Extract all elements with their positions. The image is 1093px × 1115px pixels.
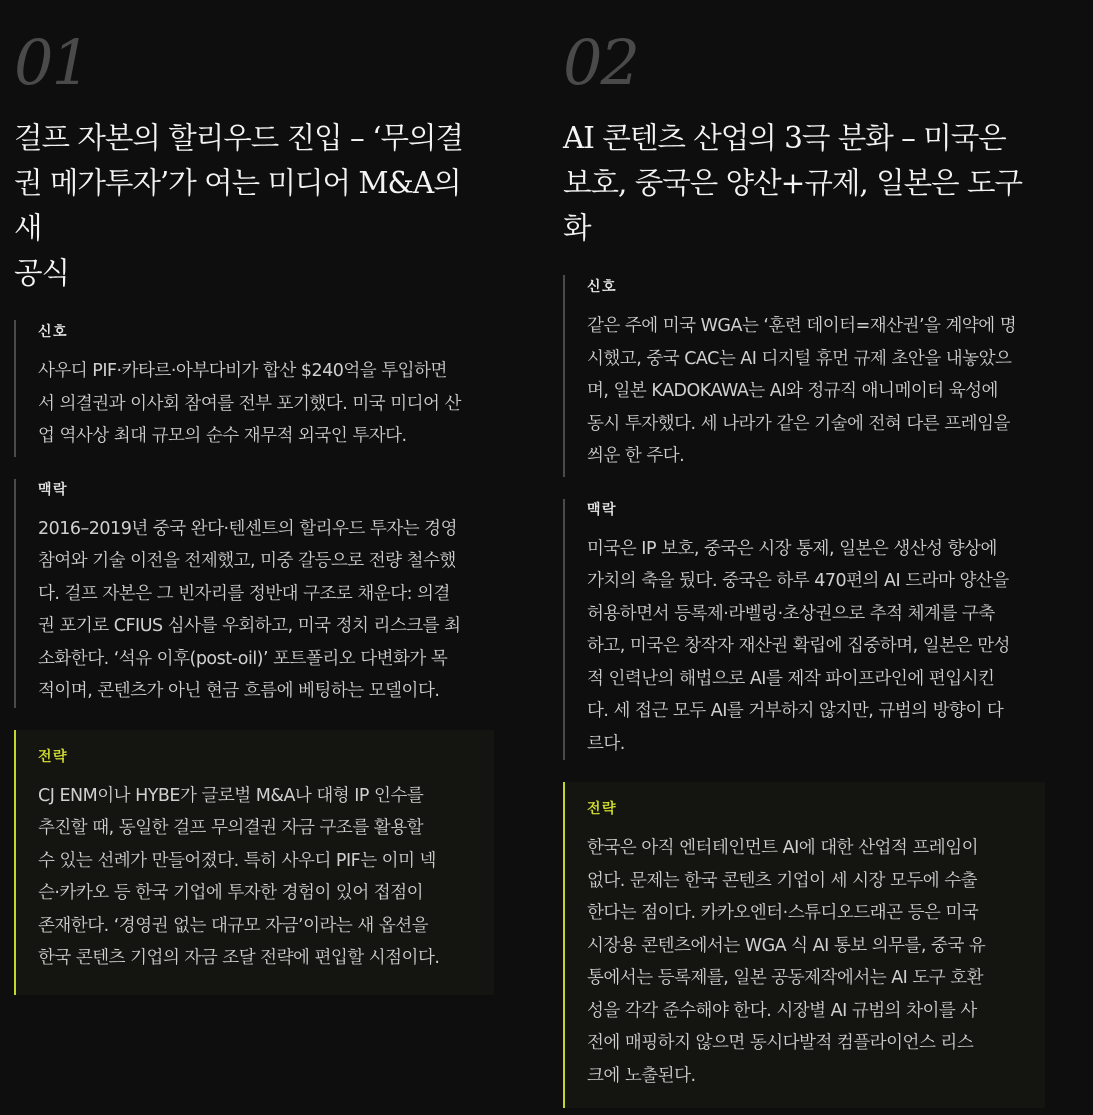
text-line: 다. 세 접근 모두 AI를 거부하지 않지만, 규범의 방향이 다 <box>587 701 1004 721</box>
text-line: CJ ENM이나 HYBE가 글로벌 M&A나 대형 IP 인수를 <box>38 785 424 806</box>
text-line: 2016–2019년 중국 완다·텐센트의 할리우드 투자는 경영 <box>38 518 457 539</box>
text-line: 슨·카카오 등 한국 기업에 투자한 경험이 있어 접점이 <box>38 883 424 903</box>
strategy-text <box>587 832 1031 1092</box>
text-line: 없다. 문제는 한국 콘텐츠 기업이 세 시장 모두에 수출 <box>587 870 978 891</box>
text-line: 허용하면서 등록제·라벨링·초상권으로 추적 체계를 구축 <box>587 603 995 624</box>
item-number: 01 <box>14 26 89 99</box>
context-text <box>587 533 1045 761</box>
signal-text <box>587 310 1045 473</box>
article-column-01 <box>14 0 494 995</box>
context-section <box>14 479 494 708</box>
signal-label: 신호 <box>587 279 618 295</box>
strategy-label: 전략 <box>587 801 618 817</box>
strategy-section <box>563 782 1045 1108</box>
signal-section <box>14 320 494 457</box>
text-line: 며, 일본 KADOKAWA는 AI와 정규직 애니메이터 육성에 <box>587 381 998 401</box>
text-line: 크에 노출된다. <box>587 1065 696 1086</box>
text-line: 추진할 때, 동일한 걸프 무의결권 자금 구조를 활용할 <box>38 818 424 838</box>
title-line: 화 <box>563 211 591 245</box>
context-section <box>563 499 1045 761</box>
title-line: 공식 <box>14 256 69 290</box>
text-line: 전에 매핑하지 않으면 동시다발적 컴플라이언스 리스 <box>587 1033 974 1053</box>
text-line: 적이며, 콘텐츠가 아닌 현금 흐름에 베팅하는 모델이다. <box>38 681 440 701</box>
context-text <box>38 513 494 708</box>
text-line: 같은 주에 미국 WGA는 ‘훈련 데이터=재산권’을 계약에 명 <box>587 316 1017 336</box>
article-column-02 <box>563 0 1045 1108</box>
title-line: 걸프 자본의 할리우드 진입 – ‘무의결 <box>14 121 463 155</box>
text-line: 다. 걸프 자본은 그 빈자리를 정반대 구조로 채운다: 의결 <box>38 583 450 604</box>
item-title <box>563 116 1045 251</box>
text-line: 통에서는 등록제를, 일본 공동제작에서는 AI 도구 호환 <box>587 968 984 988</box>
text-line: 성을 각각 준수해야 한다. 시장별 AI 규범의 차이를 사 <box>587 1000 977 1021</box>
signal-section <box>563 275 1045 477</box>
context-label: 맥락 <box>587 501 618 518</box>
title-line: 보호, 중국은 양산+규제, 일본은 도구 <box>563 166 1022 200</box>
text-line: 하고, 미국은 창작자 재산권 확립에 집중하며, 일본은 만성 <box>587 636 1010 656</box>
strategy-label: 전략 <box>38 748 69 765</box>
context-label: 맥락 <box>38 481 69 498</box>
title-line: AI 콘텐츠 산업의 3극 분화 – 미국은 <box>563 121 1006 155</box>
strategy-text <box>38 780 480 975</box>
text-line: 적 인력난의 해법으로 AI를 제작 파이프라인에 편입시킨 <box>587 668 995 689</box>
text-line: 동시 투자했다. 세 나라가 같은 기술에 전혀 다른 프레임을 <box>587 413 1010 434</box>
text-line: 한국 콘텐츠 기업의 자금 조달 전략에 편입할 시점이다. <box>38 948 440 968</box>
text-line: 존재한다. ‘경영권 없는 대규모 자금’이라는 새 옵션을 <box>38 915 429 936</box>
text-line: 시했고, 중국 CAC는 AI 디지털 휴먼 규제 초안을 내놓았으 <box>587 348 1012 369</box>
title-line: 권 메가투자’가 여는 미디어 M&A의 새 <box>14 166 461 245</box>
text-line: 가치의 축을 뒀다. 중국은 하루 470편의 AI 드라마 양산을 <box>587 571 1009 591</box>
text-line: 업 역사상 최대 규모의 순수 재무적 외국인 투자다. <box>38 426 407 446</box>
item-title <box>14 116 494 296</box>
item-number: 02 <box>563 26 638 99</box>
text-line: 르다. <box>587 733 625 754</box>
text-line: 시장용 콘텐츠에서는 WGA 식 AI 통보 의무를, 중국 유 <box>587 935 986 956</box>
signal-text <box>38 355 494 453</box>
text-line: 사우디 PIF·카타르·아부다비가 합산 $240억을 투입하면 <box>38 361 447 381</box>
text-line: 소화한다. ‘석유 이후(post-oil)’ 포트폴리오 다변화가 목 <box>38 648 448 669</box>
text-line: 씌운 한 주다. <box>587 446 685 466</box>
text-line: 한다는 점이다. 카카오엔터·스튜디오드래곤 등은 미국 <box>587 903 979 923</box>
text-line: 권 포기로 CFIUS 심사를 우회하고, 미국 정치 리스크를 최 <box>38 616 461 636</box>
text-line: 미국은 IP 보호, 중국은 시장 통제, 일본은 생산성 향상에 <box>587 538 997 559</box>
text-line: 한국은 아직 엔터테인먼트 AI에 대한 산업적 프레임이 <box>587 838 979 858</box>
signal-label: 신호 <box>38 324 69 340</box>
strategy-section <box>14 730 494 995</box>
text-line: 수 있는 선례가 만들어졌다. 특히 사우디 PIF는 이미 넥 <box>38 850 436 871</box>
text-line: 참여와 기술 이전을 전제했고, 미중 갈등으로 전량 철수했 <box>38 551 456 571</box>
text-line: 서 의결권과 이사회 참여를 전부 포기했다. 미국 미디어 산 <box>38 393 461 414</box>
